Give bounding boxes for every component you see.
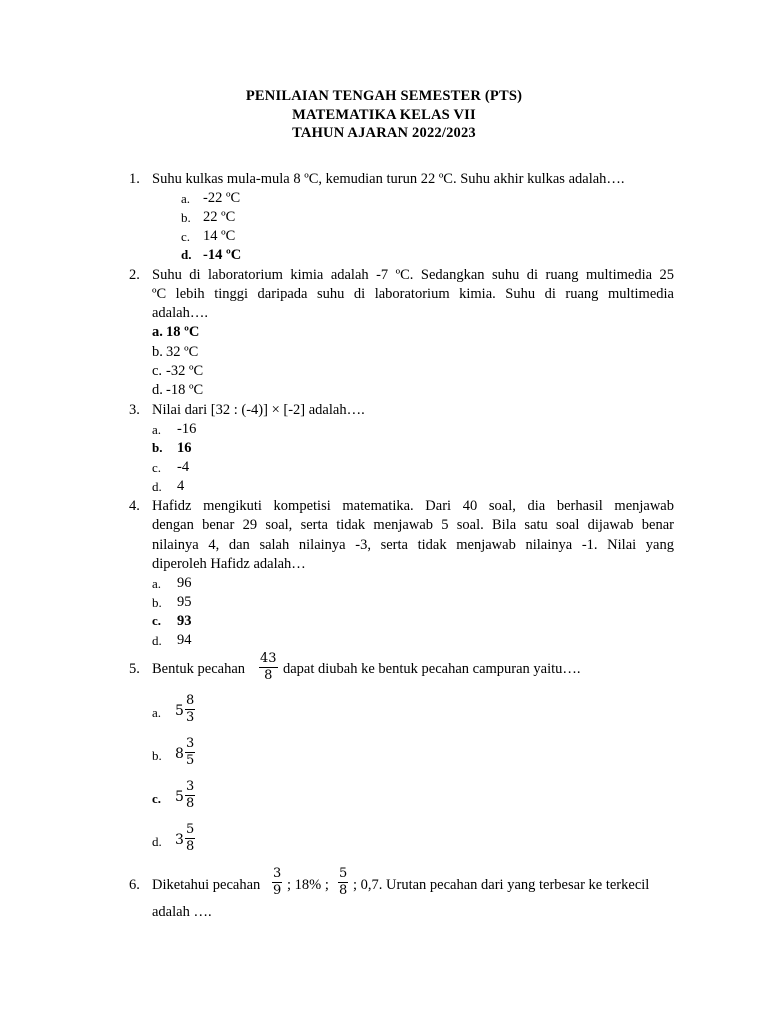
question-3-option-d-value: 4 [177,478,185,494]
exam-title: PENILAIAN TENGAH SEMESTER (PTS) [245,88,523,104]
question-6-text-line-2: adalah …. [152,904,212,920]
question-5-text-after: dapat diubah ke bentuk pecahan campuran yaitu…. [283,661,581,677]
question-5-option-c-whole: 5 [175,789,184,805]
question-4-option-a-value: 96 [177,575,192,591]
question-6-text-after: ; 0,7. Urutan pecahan dari yang terbesar ke terkecil [353,877,650,893]
question-5-option-d-letter: d. [152,834,162,849]
question-2-number: 2. [129,267,140,283]
question-5-fraction-denominator: 8 [264,668,273,683]
fraction-numerator: 3 [186,736,195,751]
question-5-option-d-whole: 3 [175,832,184,848]
fraction-numerator: 5 [186,822,195,837]
question-5-option-a-fraction [185,693,195,726]
question-2-text-line-3: adalah…. [152,305,208,321]
fraction-denominator: 3 [186,710,195,725]
fraction-denominator: 8 [339,883,348,898]
exam-year: TAHUN AJARAN 2022/2023 [292,125,476,141]
question-5-fraction [259,651,278,684]
question-2-text-line-1: Suhu di laboratorium kimia adalah -7 ºC. Sedangkan suhu di ruang multimedia 25 [152,267,674,283]
question-3-option-a-value: -16 [177,421,197,437]
question-1-option-b-value: 22 ºC [203,209,236,225]
question-3-option-d-letter: d. [152,479,162,494]
question-3-option-c-value: -4 [177,459,190,475]
question-4-text-line-3: nilainya 4, dan salah nilainya -3, serta tidak menjawab nilainya -1. Nilai yang [152,537,674,553]
question-2-option-d-letter: d. [152,382,163,398]
question-1-option-a-value: -22 ºC [203,190,241,206]
question-5-text-before: Bentuk pecahan [152,661,246,677]
question-1-text: Suhu kulkas mula-mula 8 ºC, kemudian turun 22 ºC. Suhu akhir kulkas adalah…. [152,171,625,187]
question-6-fraction-1 [272,866,282,899]
question-3-option-c-letter: c. [152,460,162,475]
question-4-option-a-letter: a. [152,576,162,591]
question-1-number: 1. [129,171,140,187]
question-5-option-a-whole: 5 [175,703,184,719]
fraction-denominator: 5 [186,753,195,768]
question-4-option-c-value: 93 [177,613,192,629]
question-1-option-d-value: -14 ºC [203,247,242,263]
question-2-text-line-2: ºC lebih tinggi daripada suhu di laboratorium kimia. Suhu di ruang multimedia [152,286,674,302]
fraction-numerator: 8 [186,693,195,708]
question-5-option-d-fraction [185,822,195,855]
question-6-fraction-2 [338,866,348,899]
question-2-option-c-letter: c. [152,363,163,379]
question-2-option-b-letter: b. [152,344,163,360]
question-5-fraction-numerator: 43 [260,651,277,666]
question-1-option-b-letter: b. [181,210,191,225]
question-5-number: 5. [129,661,140,677]
question-4-number: 4. [129,498,140,514]
question-2-option-c-value: -32 ºC [166,363,204,379]
question-1-option-d-letter: d. [181,247,192,262]
question-4-option-b-letter: b. [152,595,162,610]
question-5-option-b-whole: 8 [175,746,184,762]
question-1-option-c-letter: c. [181,229,191,244]
question-2-option-a-letter: a. [152,324,163,340]
question-4-option-c-letter: c. [152,613,162,628]
question-5-option-a-letter: a. [152,705,162,720]
question-3-option-b-letter: b. [152,440,163,455]
question-1-option-a-letter: a. [181,191,191,206]
fraction-numerator: 3 [186,779,195,794]
question-4-text-line-4: diperoleh Hafidz adalah… [152,556,306,572]
question-4-text-line-1: Hafidz mengikuti kompetisi matematika. Dari 40 soal, dia berhasil menjawab [152,498,674,514]
fraction-numerator: 5 [339,866,348,881]
question-4-option-b-value: 95 [177,594,192,610]
question-1-option-c-value: 14 ºC [203,228,236,244]
fraction-denominator: 8 [186,796,195,811]
exam-subject: MATEMATIKA KELAS VII [292,107,476,123]
question-6-number: 6. [129,877,140,893]
fraction-denominator: 8 [186,839,195,854]
question-5-option-c-letter: c. [152,791,162,806]
question-6-text-before: Diketahui pecahan [152,877,261,893]
question-3-number: 3. [129,402,140,418]
question-2-option-d-value: -18 ºC [166,382,204,398]
question-4-option-d-letter: d. [152,633,162,648]
question-2-option-a-value: 18 ºC [166,324,200,340]
question-3-text: Nilai dari [32 : (-4)] × [-2] adalah…. [152,402,365,418]
question-5-option-c-fraction [185,779,195,812]
question-4-text-line-2: dengan benar 29 soal, serta tidak menjawab 5 soal. Bila satu soal dijawab benar [152,517,674,533]
question-5-option-b-fraction [185,736,195,769]
question-6-text-middle: ; 18% ; [287,877,329,893]
question-3-option-b-value: 16 [177,440,192,456]
fraction-numerator: 3 [273,866,282,881]
question-5-option-b-letter: b. [152,748,162,763]
question-4-option-d-value: 94 [177,632,192,648]
question-2-option-b-value: 32 ºC [166,344,199,360]
question-3-option-a-letter: a. [152,422,162,437]
fraction-denominator: 9 [273,883,282,898]
